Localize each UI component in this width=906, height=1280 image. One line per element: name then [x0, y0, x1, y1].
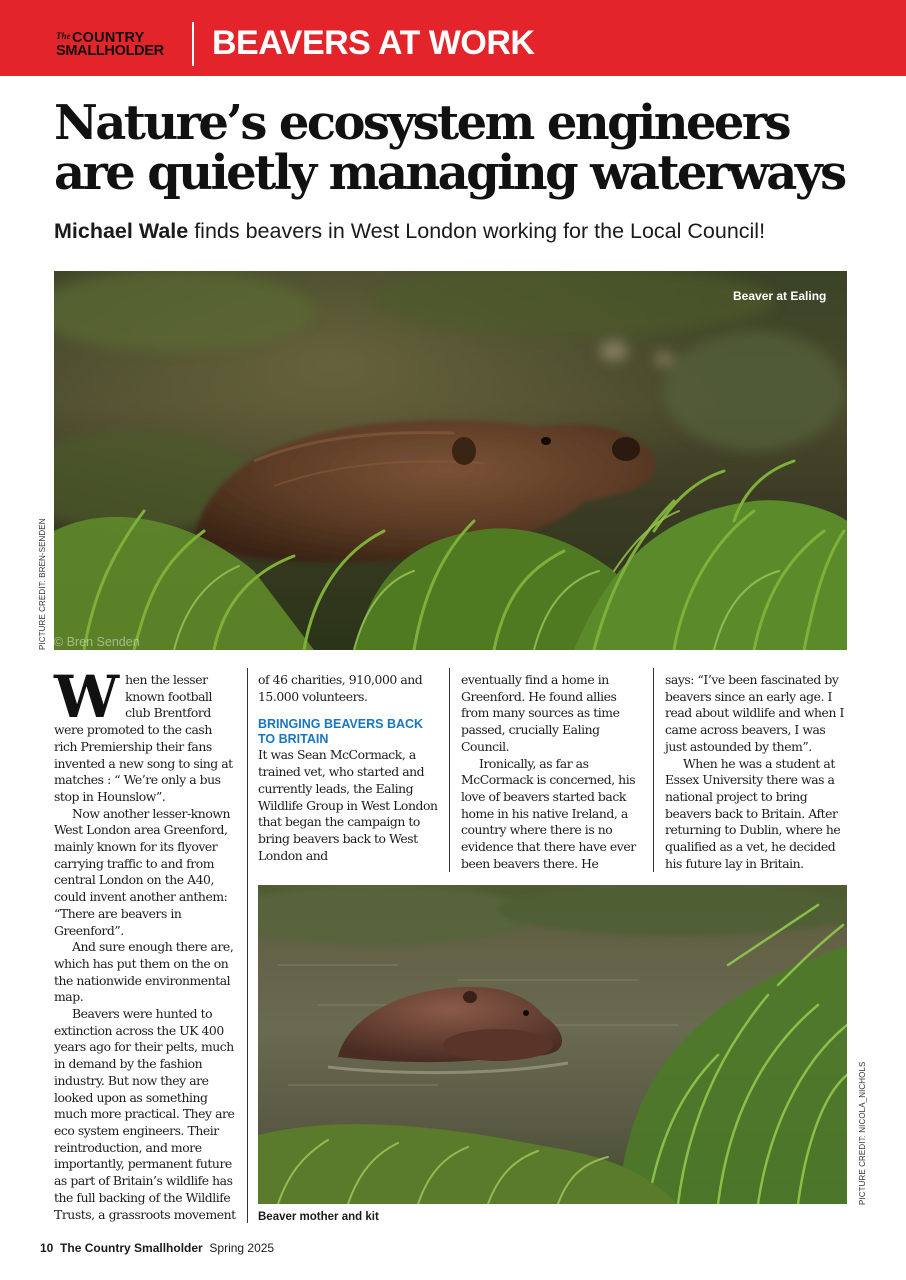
- publication-name: The Country Smallholder: [60, 1241, 203, 1255]
- section-title: BEAVERS AT WORK: [212, 24, 535, 62]
- paragraph: Beavers were hunted to extinction across the UK 400 years ago for their pelts, much in demand by the fashion industry. But now they are looked upon as something much more practical. They are eco system engineers. Their reintroduction, and more importantly, permanent future as part of Britain’s wildlife has the full backing of the Wildlife Trusts, a grassroots movement: [54, 1006, 236, 1222]
- standfirst: [54, 219, 874, 244]
- headline: Nature’s ecosystem engineers are quietly managing waterways: [54, 95, 845, 202]
- column-rule: [247, 668, 248, 1223]
- paragraph: And sure enough there are, which has put them on the on the nationwide environmental map.: [54, 939, 234, 1005]
- photo-watermark: © Bren Senden: [54, 635, 140, 649]
- logo-the: The: [56, 31, 71, 41]
- logo-line-1: COUNTRY: [72, 30, 145, 46]
- magazine-logo: [56, 32, 174, 58]
- header-band: [0, 0, 906, 76]
- header-divider: [192, 22, 194, 66]
- column-rule: [449, 668, 450, 872]
- column-rule: [653, 668, 654, 872]
- column-4: [665, 672, 847, 872]
- drop-cap: W: [54, 663, 120, 731]
- paragraph: Ironically, as far as McCormack is concerned, his love of beavers started back home in his native Ireland, a country where there is no evidence that there have ever been beavers there. He: [461, 755, 636, 871]
- beaver-water-illustration: [258, 885, 847, 1204]
- paragraph: hen the lesser known football club Brentford were promoted to the cash rich Premiership their fans invented a new song to sing at matches : “ We’re only a bus stop in Hounslow”.: [54, 672, 233, 804]
- paragraph: It was Sean McCormack, a trained vet, who started and currently leads, the Ealing Wildlife Group in West London that began the campaign to bring beavers back to West London and: [258, 747, 438, 863]
- subheading: BRINGING BEAVERS BACK TO BRITAIN: [258, 717, 424, 747]
- column-2: [258, 672, 438, 864]
- photo-beaver-ealing: [54, 271, 847, 650]
- photo-caption-top: Beaver at Ealing: [733, 289, 827, 303]
- page-number: 10: [40, 1241, 54, 1255]
- author-name: Michael Wale: [54, 219, 189, 243]
- paragraph: of 46 charities, 910,000 and 15.000 volunteers.: [258, 672, 423, 704]
- picture-credit-top: PICTURE CREDIT: BREN-SENDEN: [38, 518, 47, 650]
- beaver-grass-illustration: [54, 271, 847, 650]
- photo-beaver-mother-kit: [258, 885, 847, 1204]
- standfirst-text: finds beavers in West London working for the Local Council!: [188, 219, 766, 243]
- picture-credit-bottom: PICTURE CREDIT: NICOLA_NICHOLS: [858, 1061, 867, 1205]
- paragraph: When he was a student at Essex University there was a national project to bring beavers back to Britain. After returning to Dublin, where he qualified as a vet, he decided his future lay in Britain.: [665, 755, 841, 871]
- paragraph: says: “I’ve been fascinated by beavers since an early age. I read about wildlife and when I came across beavers, I was just astounded by them”.: [665, 672, 844, 754]
- logo-line-2: SMALLHOLDER: [56, 42, 164, 59]
- photo-caption-bottom: Beaver mother and kit: [258, 1211, 379, 1223]
- column-1: [54, 663, 236, 1223]
- paragraph: eventually find a home in Greenford. He found allies from many sources as time passed, crucially Ealing Council.: [461, 672, 620, 754]
- column-3: [461, 672, 642, 872]
- page-footer: [40, 1241, 274, 1255]
- issue-label: Spring 2025: [209, 1241, 275, 1255]
- paragraph: Now another lesser-known West London area Greenford, mainly known for its flyover carrying traffic to and from central London on the A40, could invent another anthem: “There are beavers in Greenford”.: [54, 805, 231, 938]
